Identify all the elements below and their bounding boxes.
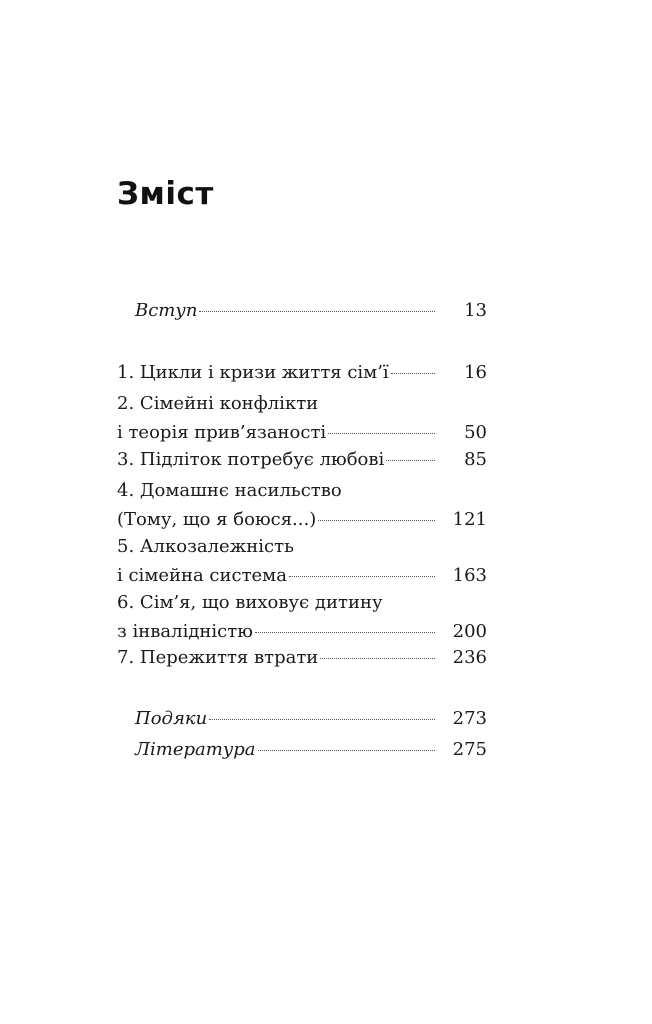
toc-entry-label-continued: і сімейна система — [117, 565, 287, 586]
toc-page-number: 273 — [452, 708, 487, 729]
toc-page-number: 85 — [464, 449, 487, 470]
toc-entry-chapter-1[interactable] — [117, 358, 487, 387]
toc-page-number: 163 — [452, 565, 487, 586]
toc-entry-chapter-7[interactable] — [117, 643, 487, 672]
chapter-number: 6. — [117, 592, 135, 613]
page-title: Зміст — [117, 176, 214, 212]
dot-leader — [386, 459, 435, 461]
toc-entry-acknowledgements[interactable] — [117, 704, 487, 733]
dot-leader — [320, 657, 435, 659]
dot-leader — [258, 749, 435, 751]
dot-leader — [255, 631, 435, 633]
dot-leader — [391, 372, 435, 374]
toc-entry-label: Вступ — [135, 300, 198, 321]
toc-page-number: 200 — [452, 621, 487, 642]
toc-entry-label: Підліток потребує любові — [139, 449, 385, 470]
toc-entry-chapter-6[interactable] — [117, 588, 487, 646]
toc-entry-label: Домашнє насильство — [139, 480, 342, 501]
toc-entry-chapter-2[interactable] — [117, 389, 487, 447]
dot-leader — [199, 310, 435, 312]
dot-leader — [328, 432, 435, 434]
dot-leader — [289, 575, 435, 577]
toc-page-number: 121 — [452, 509, 487, 530]
toc-entry-label-continued: (Тому, що я боюся...) — [117, 509, 317, 530]
toc-entry-intro[interactable] — [117, 296, 487, 325]
toc-page-number: 16 — [464, 362, 487, 383]
toc-entry-label: Сім’я, що виховує дитину — [139, 592, 383, 613]
chapter-number: 4. — [117, 480, 135, 501]
toc-entry-chapter-5[interactable] — [117, 532, 487, 590]
toc-entry-bibliography[interactable] — [117, 735, 487, 764]
toc-page-number: 236 — [452, 647, 487, 668]
chapter-number: 3. — [117, 449, 135, 470]
chapter-number: 7. — [117, 647, 135, 668]
toc-page-number: 13 — [464, 300, 487, 321]
toc-page-number: 275 — [452, 739, 487, 760]
toc-entry-chapter-3[interactable] — [117, 445, 487, 474]
toc-entry-label: Література — [135, 739, 256, 760]
toc-entry-label-continued: і теорія прив’язаності — [117, 422, 327, 443]
toc-page-number: 50 — [464, 422, 487, 443]
toc-entry-label: Цикли і кризи життя сім’ї — [139, 362, 389, 383]
chapter-number: 1. — [117, 362, 135, 383]
toc-entry-label: Пережиття втрати — [139, 647, 319, 668]
toc-entry-label: Алкозалежність — [139, 536, 294, 557]
dot-leader — [209, 718, 435, 720]
chapter-number: 2. — [117, 393, 135, 414]
toc-entry-label: Подяки — [135, 708, 208, 729]
chapter-number: 5. — [117, 536, 135, 557]
toc-entry-chapter-4[interactable] — [117, 476, 487, 534]
dot-leader — [318, 519, 435, 521]
toc-entry-label: Сімейні конфлікти — [139, 393, 319, 414]
toc-entry-label-continued: з інвалідністю — [117, 621, 253, 642]
